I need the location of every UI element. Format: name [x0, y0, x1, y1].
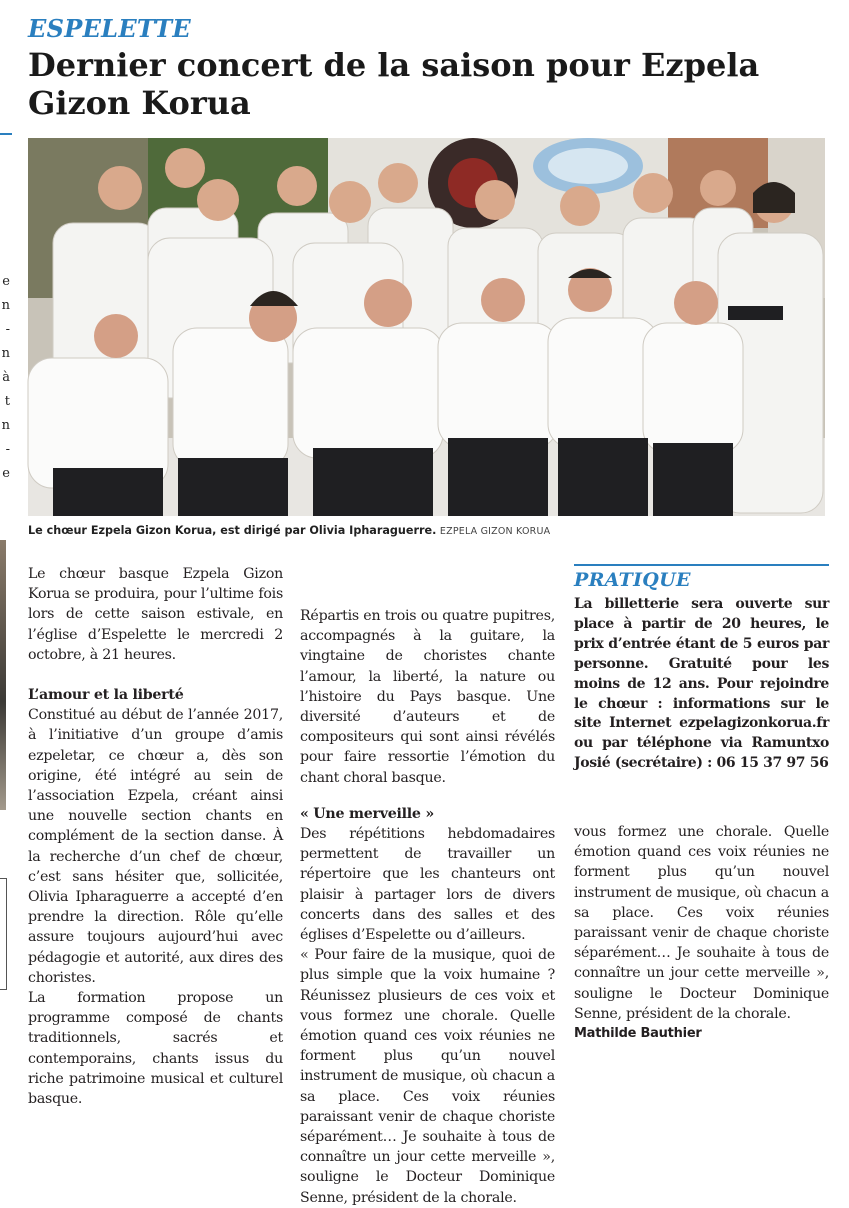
- choir-photo-illustration: [28, 138, 825, 516]
- adjacent-box-edge: [0, 878, 7, 990]
- section-title-merveille: « Une merveille »: [300, 805, 434, 822]
- edge-fragment: n: [1, 298, 10, 313]
- article-kicker: ESPELETTE: [28, 14, 191, 43]
- edge-fragment: n: [1, 346, 10, 361]
- quote-paragraph-continued: vous formez une chorale. Quelle émotion quand ces voix réunies ne forment plus qu’un nouvel instrument de musique, où chacun a sa place. Ces voix réunies paraissant venir de chaque choriste séparément… Je souhaite à tous de connaître un jour cette merveille », souligne le Docteur Dominique Senne, président de la chorale.: [574, 824, 829, 1022]
- adjacent-article-fragment: [0, 270, 10, 486]
- paragraph: La formation propose un programme composé de chants traditionnels, sacrés et contemporains, chants issus du riche patrimoine musical et culturel basque.: [28, 990, 283, 1108]
- section-title-amour: L’amour et la liberté: [28, 687, 184, 704]
- article-headline: Dernier concert de la saison pour Ezpela Gizon Korua: [28, 46, 760, 122]
- choir-group-photo: [28, 138, 825, 516]
- edge-fragment: e: [2, 274, 10, 289]
- photo-caption: [28, 524, 818, 537]
- article-intro: Le chœur basque Ezpela Gizon Korua se produira, pour l’ultime fois lors de cette saison estivale, en l’église d’Espelette le mercredi 2 octobre, à 21 heures.: [28, 566, 283, 663]
- edge-fragment: -: [5, 322, 10, 337]
- quote-paragraph: « Pour faire de la musique, quoi de plus simple que la voix humaine ? Réunissez plusieurs de ces voix et vous formez une chorale. Quelle émotion quand ces voix réunies ne forment plus qu’un nouvel instrument de musique, où chacun a sa place. Ces voix réunies paraissant venir de chaque choriste séparément… Je souhaite à tous de connaître un jour cette merveille », souligne le Docteur Dominique Senne, président de la chorale.: [300, 947, 555, 1206]
- edge-fragment: n: [1, 418, 10, 433]
- edge-fragment: -: [5, 442, 10, 457]
- article-author: Mathilde Bauthier: [574, 1026, 702, 1042]
- adjacent-photo-edge: [0, 540, 6, 810]
- article-column-2: [300, 564, 555, 1206]
- pratique-box: [574, 564, 829, 774]
- pratique-title: PRATIQUE: [574, 569, 691, 591]
- pratique-body: La billetterie sera ouverte sur place à partir de 20 heures, le prix d’entrée étant de 5 euros par personne. Gratuité pour les moins de 12 ans. Pour rejoindre le chœur : informations sur le site Internet ezpelagizonkorua.fr ou par téléphone via Ramuntxo Josié (secrétaire) : 06 15 37 97 56: [574, 596, 829, 772]
- edge-fragment: e: [2, 466, 10, 481]
- article-column-1: [28, 564, 283, 1109]
- paragraph: Des répétitions hebdomadaires permettent de travailler un répertoire que les chanteurs ont plaisir à partager lors de divers concerts dans des salles et des églises d’Espelette ou d’ailleurs.: [300, 826, 555, 944]
- edge-fragment: à: [2, 370, 10, 385]
- adjacent-column-rule: [0, 133, 12, 135]
- article-column-3: [574, 822, 829, 1044]
- photo-credit: EZPELA GIZON KORUA: [439, 526, 551, 537]
- paragraph: Répartis en trois ou quatre pupitres, accompagnés à la guitare, la vingtaine de choristes chante l’amour, la liberté, la nature ou l’histoire du Pays basque. Une diversité d’auteurs et de compositeurs qui sont ainsi révélés pour faire ressortie l’émotion du chant choral basque.: [300, 608, 555, 786]
- edge-fragment: t: [4, 394, 10, 409]
- paragraph: Constitué au début de l’année 2017, à l’initiative d’un groupe d’amis ezpeletar, ce chœur a, dès son origine, été intégré au sein de l’association Ezpela, créant ainsi une nouvelle section chants en complément de la section danse. À la recherche d’un chef de chœur, c’est sans hésiter que, sollicitée, Olivia Ipharaguerre a accepté d’en prendre la direction. Rôle qu’elle assure toujours aujourd’hui avec pédagogie et autorité, aux dires des choristes.: [28, 707, 283, 986]
- caption-text: Le chœur Ezpela Gizon Korua, est dirigé par Olivia Ipharaguerre.: [28, 524, 437, 537]
